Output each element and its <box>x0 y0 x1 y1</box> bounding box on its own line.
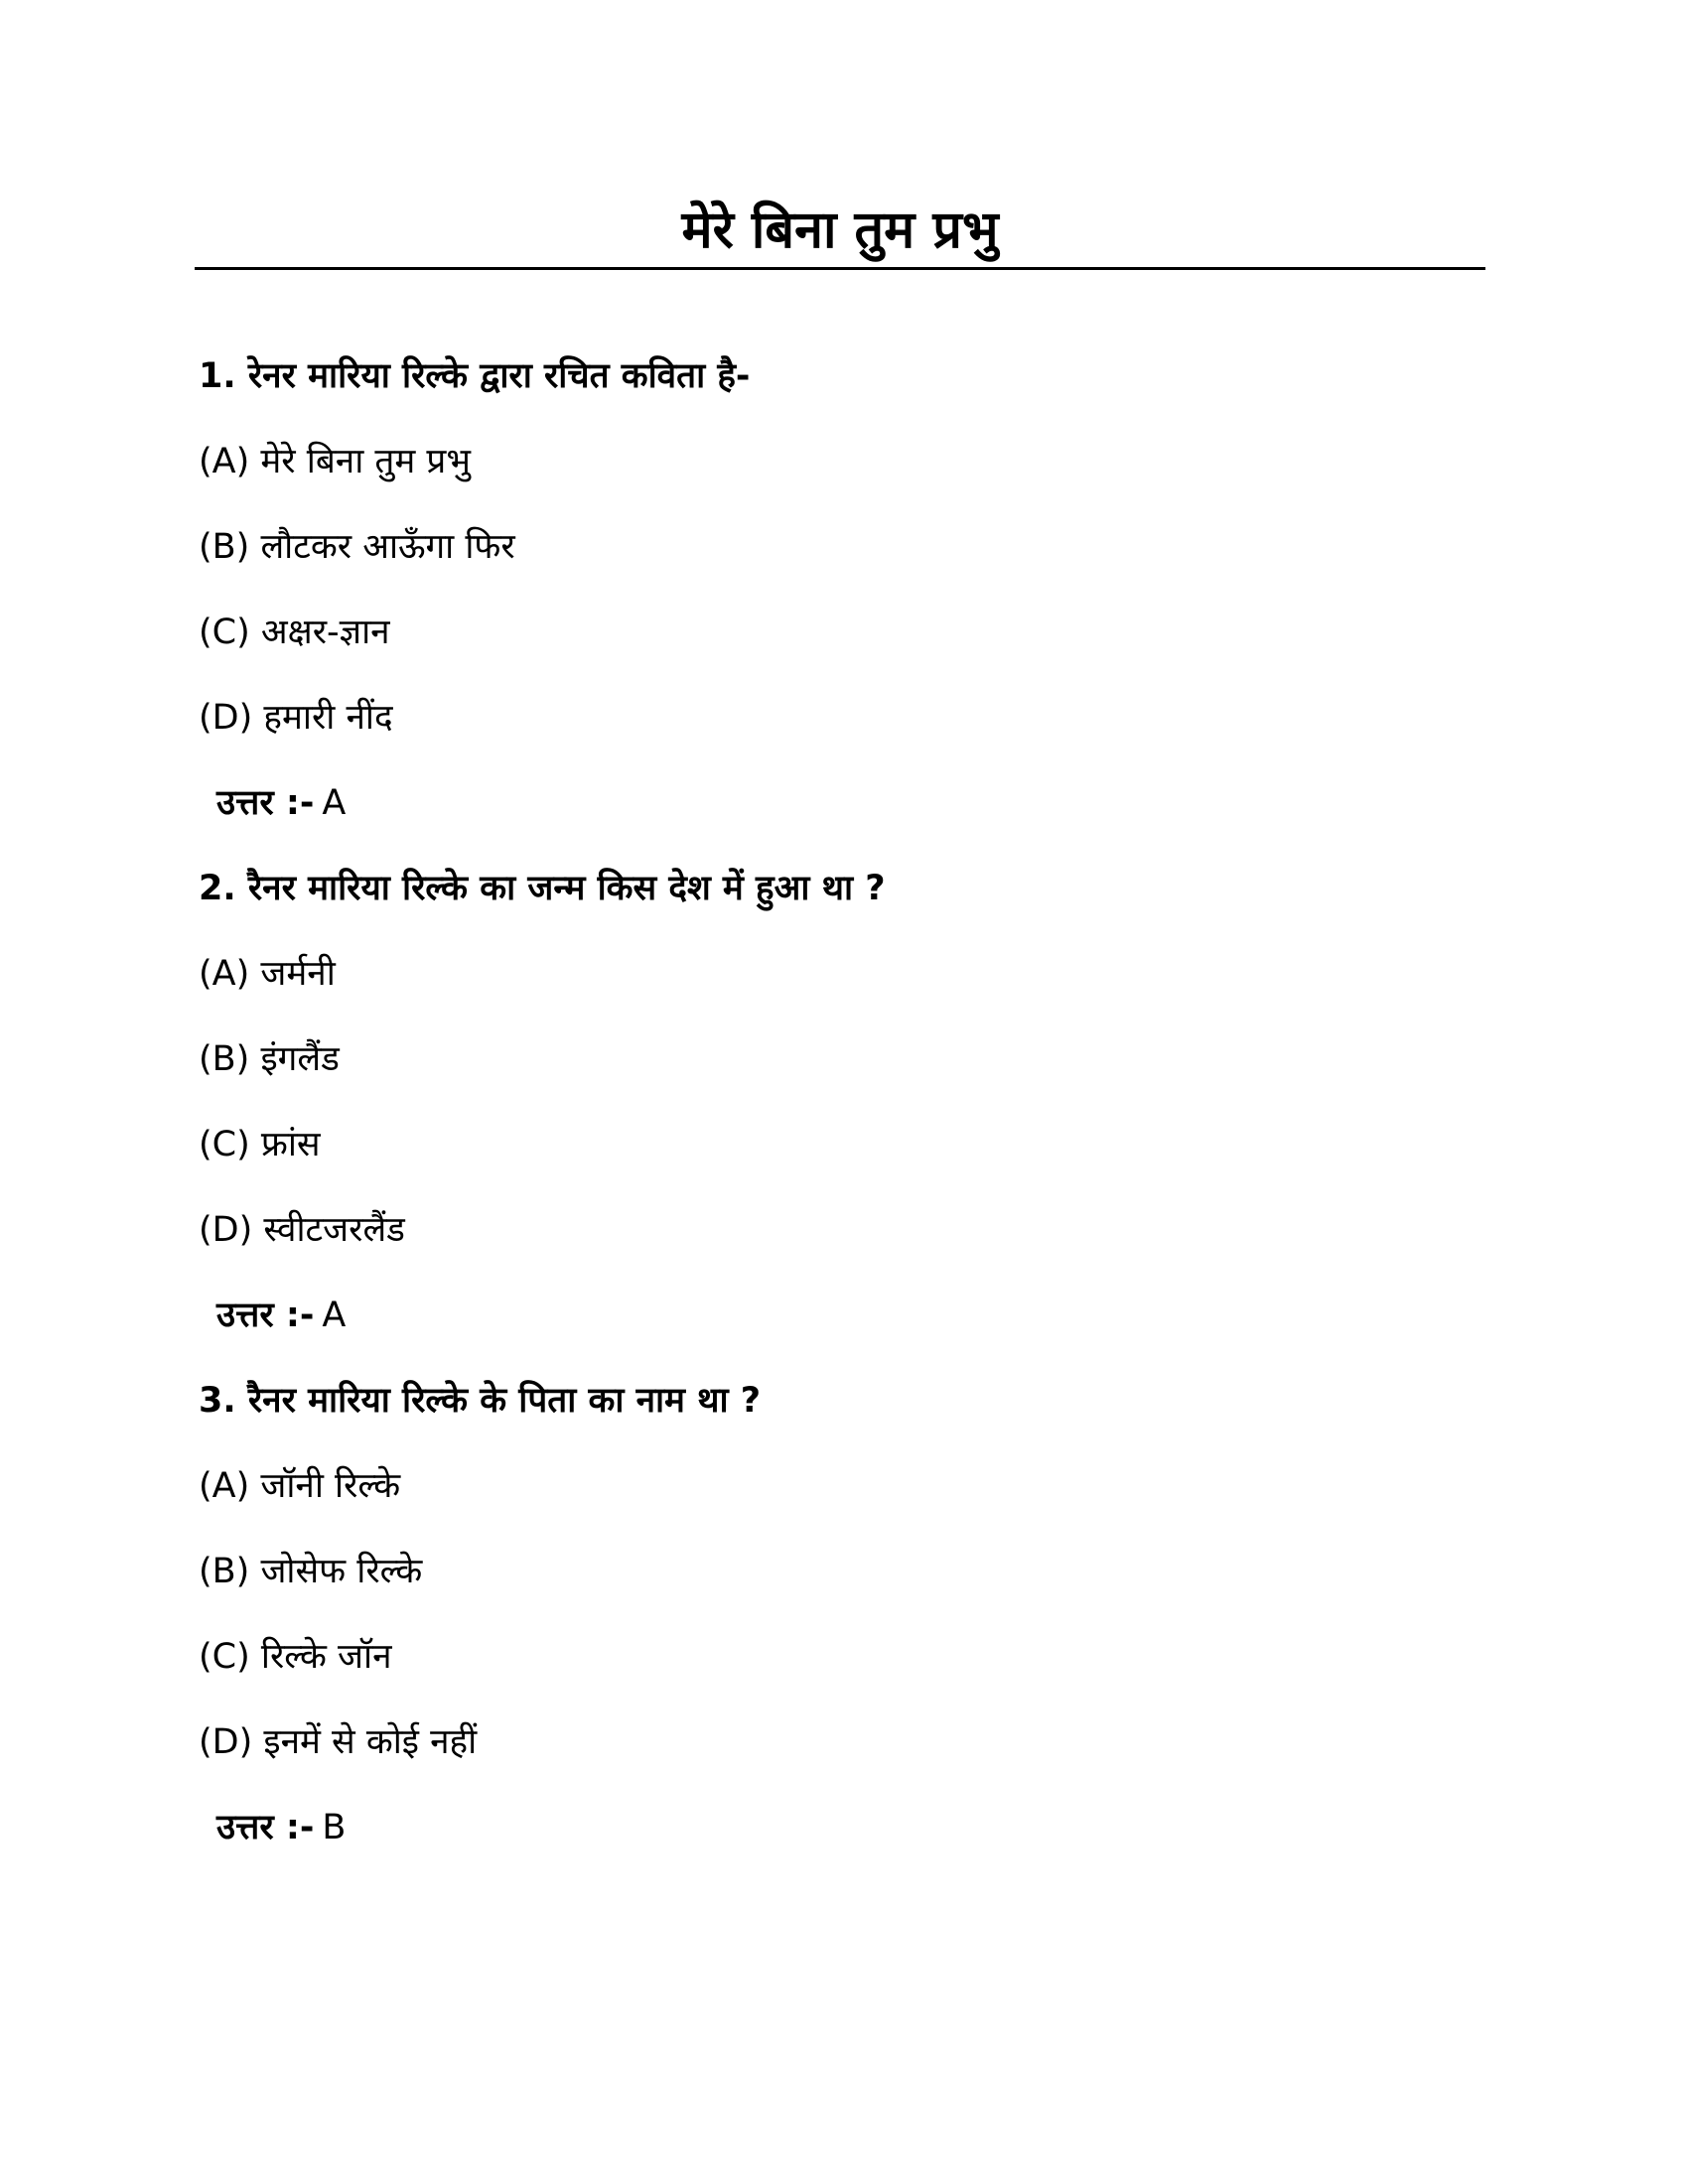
question-1-option-b: (B) लौटकर आऊँगा फिर <box>199 527 515 567</box>
question-3-option-a: (A) जॉनी रिल्के <box>199 1466 401 1506</box>
question-2-option-c: (C) फ्रांस <box>199 1125 321 1164</box>
question-1-option-a: (A) मेरे बिना तुम प्रभु <box>199 442 471 481</box>
question-1-text: 1. रेनर मारिया रिल्के द्वारा रचित कविता है- <box>199 356 751 396</box>
question-2-option-b: (B) इंगलैंड <box>199 1039 340 1079</box>
question-1-option-c: (C) अक्षर-ज्ञान <box>199 613 390 652</box>
answer-label: उत्तर :- <box>216 1296 315 1335</box>
title-divider <box>195 267 1485 270</box>
question-2-option-a: (A) जर्मनी <box>199 954 336 994</box>
question-3-answer <box>216 1800 346 1855</box>
question-3-option-d: (D) इनमें से कोई नहीं <box>199 1722 478 1762</box>
answer-label: उत्तर :- <box>216 1808 315 1847</box>
question-3-text: 3. रैनर मारिया रिल्के के पिता का नाम था ? <box>199 1381 762 1421</box>
question-2-answer <box>216 1288 346 1343</box>
answer-value: B <box>322 1808 347 1847</box>
answer-value: A <box>322 1296 347 1335</box>
page-title: मेरे बिना तुम प्रभु <box>681 201 999 260</box>
question-2-text: 2. रैनर मारिया रिल्के का जन्म किस देश में हुआ था ? <box>199 869 886 908</box>
question-1-answer <box>216 775 346 831</box>
question-2-option-d: (D) स्वीटजरलैंड <box>199 1210 405 1250</box>
question-1-option-d: (D) हमारी नींद <box>199 698 393 738</box>
answer-value: A <box>322 783 347 823</box>
question-3-option-c: (C) रिल्के जॉन <box>199 1637 392 1677</box>
question-3-option-b: (B) जोसेफ रिल्के <box>199 1552 423 1591</box>
answer-label: उत्तर :- <box>216 783 315 823</box>
